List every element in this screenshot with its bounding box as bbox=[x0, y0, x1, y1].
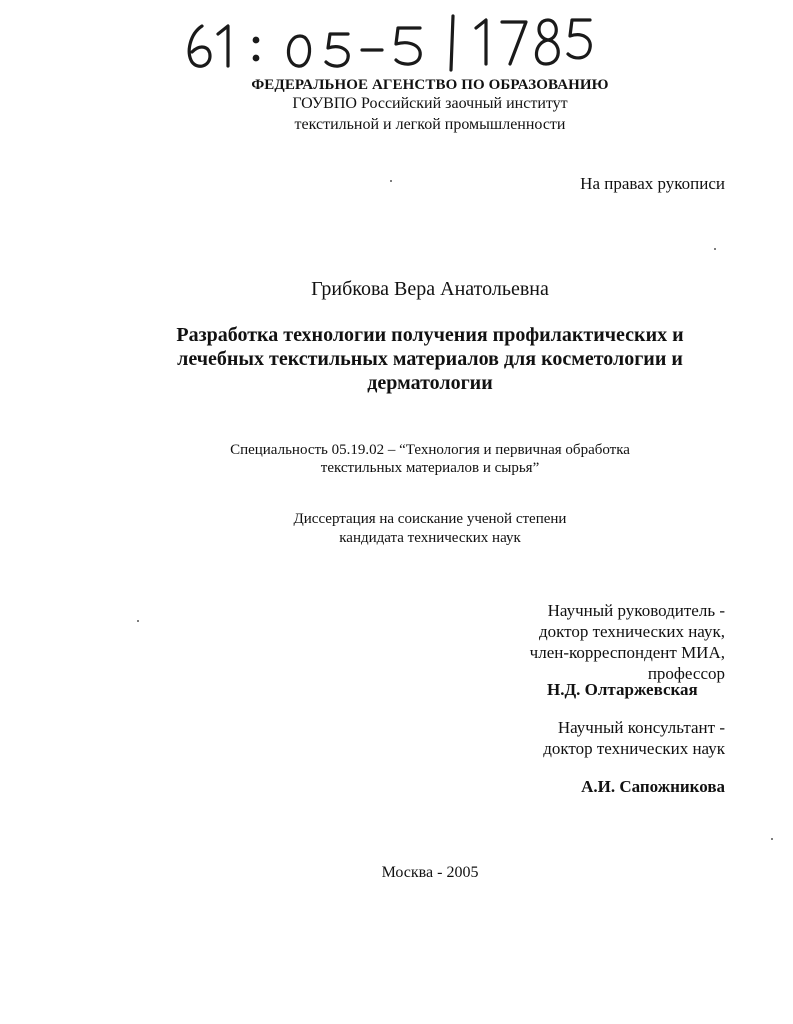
city-year: Москва - 2005 bbox=[381, 864, 479, 881]
supervisor-block bbox=[530, 600, 725, 684]
institute-name-line1: ГОУВПО Российский заочный институт bbox=[292, 95, 568, 112]
scan-speck bbox=[771, 838, 773, 840]
title-line: дерматологии bbox=[367, 372, 493, 394]
specialty-line: текстильных материалов и сырья” bbox=[320, 460, 540, 476]
dissertation-title bbox=[0, 323, 793, 395]
scan-speck bbox=[137, 620, 139, 622]
consultant-block bbox=[543, 717, 725, 759]
supervisor-line: Научный руководитель - bbox=[547, 601, 725, 620]
dissertation-degree bbox=[0, 510, 793, 548]
manuscript-note: На правах рукописи bbox=[580, 174, 725, 193]
specialty-line: Специальность 05.19.02 – “Технология и первичная обработка bbox=[230, 442, 630, 458]
title-line: лечебных текстильных материалов для косметологии и bbox=[177, 348, 683, 370]
supervisor-line: член-корреспондент МИА, bbox=[529, 643, 725, 662]
consultant-line: Научный консультант - bbox=[557, 718, 725, 737]
supervisor-line: доктор технических наук, bbox=[538, 622, 725, 641]
supervisor-name: Н.Д. Олтаржевская bbox=[547, 680, 698, 699]
institute-name-line2: текстильной и легкой промышленности bbox=[294, 116, 566, 133]
consultant-name: А.И. Сапожникова bbox=[581, 777, 725, 796]
scan-speck bbox=[714, 248, 716, 250]
author-name: Грибкова Вера Анатольевна bbox=[311, 278, 549, 300]
degree-line: Диссертация на соискание ученой степени bbox=[293, 511, 567, 527]
agency-name: ФЕДЕРАЛЬНОЕ АГЕНСТВО ПО ОБРАЗОВАНИЮ bbox=[251, 77, 609, 93]
degree-line: кандидата технических наук bbox=[339, 530, 521, 546]
consultant-line: доктор технических наук bbox=[543, 739, 725, 758]
scan-speck bbox=[390, 180, 392, 182]
handwritten-archive-number bbox=[180, 6, 600, 76]
supervisor-line: профессор bbox=[647, 664, 725, 683]
title-line: Разработка технологии получения профилактических и bbox=[176, 324, 684, 346]
specialty bbox=[0, 441, 793, 477]
